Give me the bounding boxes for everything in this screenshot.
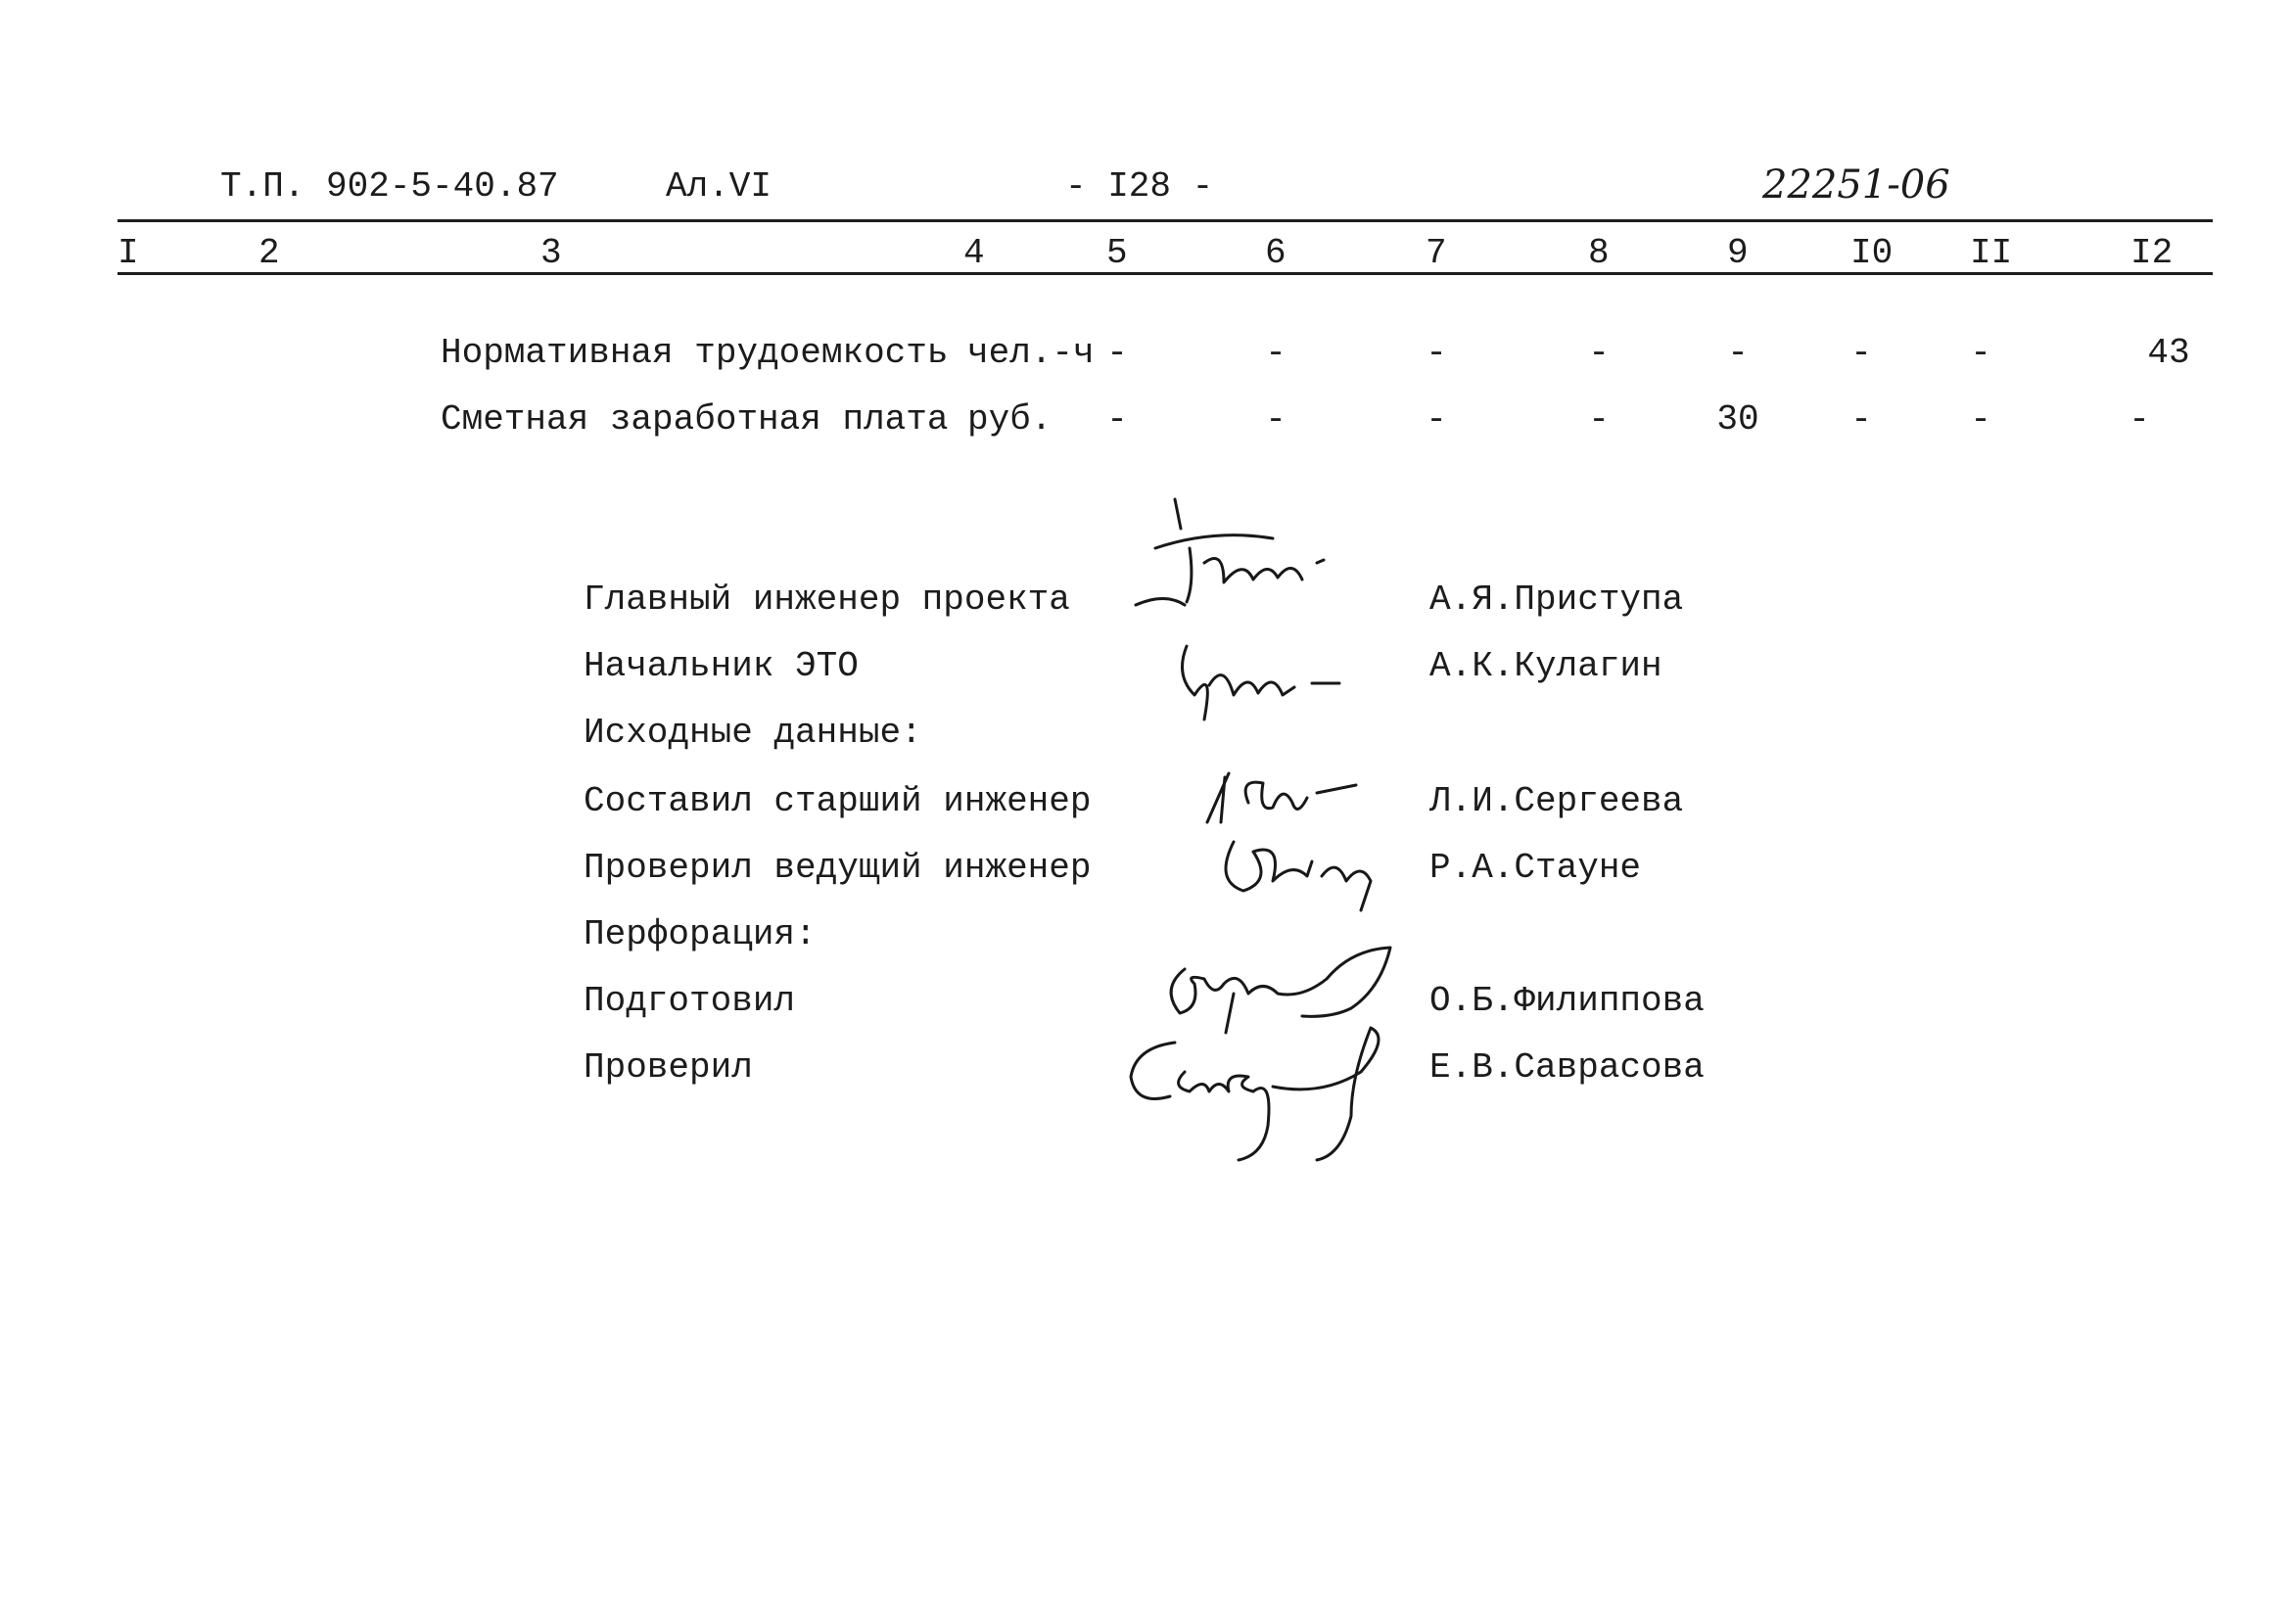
signature-role: Подготовил — [584, 981, 796, 1021]
table-cell: 30 — [1716, 399, 1759, 440]
row-unit: руб. — [967, 399, 1053, 440]
column-number-5: 5 — [1106, 233, 1128, 273]
signature-name: О.Б.Филиппова — [1429, 981, 1705, 1021]
column-number-4: 4 — [963, 233, 985, 273]
signature-role: Главный инженер проекта — [584, 580, 1070, 620]
signature-name: А.Я.Приступа — [1429, 580, 1684, 620]
section-label: Перфорация: — [584, 914, 817, 954]
signature-mark — [1126, 1018, 1410, 1165]
column-number-3: 3 — [540, 233, 562, 273]
table-cell: - — [1970, 399, 1991, 440]
signature-name: Е.В.Саврасова — [1429, 1047, 1705, 1088]
signature-name: Р.А.Стауне — [1429, 848, 1642, 888]
signature-name: Л.И.Сергеева — [1429, 781, 1684, 821]
table-cell: - — [1588, 333, 1610, 373]
table-cell: - — [1850, 399, 1872, 440]
column-number-6: 6 — [1265, 233, 1287, 273]
table-cell: - — [1588, 399, 1610, 440]
signature-mark — [1214, 822, 1390, 910]
table-cell: - — [1850, 333, 1872, 373]
project-code: Т.П. 902-5-40.87 — [220, 166, 559, 207]
document-number: 22251-06 — [1762, 162, 1950, 208]
bottom-rule — [117, 272, 2213, 275]
column-number-10: I0 — [1850, 233, 1894, 273]
column-number-1: I — [117, 233, 139, 273]
row-label: Нормативная трудоемкость — [441, 333, 949, 373]
table-cell: - — [2129, 399, 2150, 440]
column-number-12: I2 — [2130, 233, 2174, 273]
table-cell: - — [1106, 333, 1128, 373]
signature-role: Начальник ЭТО — [584, 646, 859, 686]
table-cell: - — [1426, 399, 1447, 440]
column-number-7: 7 — [1426, 233, 1447, 273]
column-number-2: 2 — [258, 233, 280, 273]
top-rule — [117, 219, 2213, 222]
page-number: - I28 - — [1065, 166, 1214, 207]
album-number: Ал.VI — [666, 166, 772, 207]
column-number-8: 8 — [1588, 233, 1610, 273]
signature-mark — [1097, 489, 1371, 607]
column-number-11: II — [1970, 233, 2013, 273]
signature-role: Составил старший инженер — [584, 781, 1092, 821]
signature-role: Проверил ведущий инженер — [584, 848, 1092, 888]
signature-name: А.К.Кулагин — [1429, 646, 1662, 686]
signature-role: Проверил — [584, 1047, 753, 1088]
table-cell: - — [1727, 333, 1749, 373]
table-cell: - — [1106, 399, 1128, 440]
column-number-9: 9 — [1727, 233, 1749, 273]
row-unit: чел.-ч — [967, 333, 1095, 373]
table-cell: - — [1265, 333, 1287, 373]
table-cell: - — [1426, 333, 1447, 373]
row-label: Сметная заработная плата — [441, 399, 949, 440]
table-cell: 43 — [2147, 333, 2190, 373]
signature-mark — [1165, 626, 1351, 734]
section-label: Исходные данные: — [584, 713, 922, 753]
table-cell: - — [1265, 399, 1287, 440]
table-cell: - — [1970, 333, 1991, 373]
